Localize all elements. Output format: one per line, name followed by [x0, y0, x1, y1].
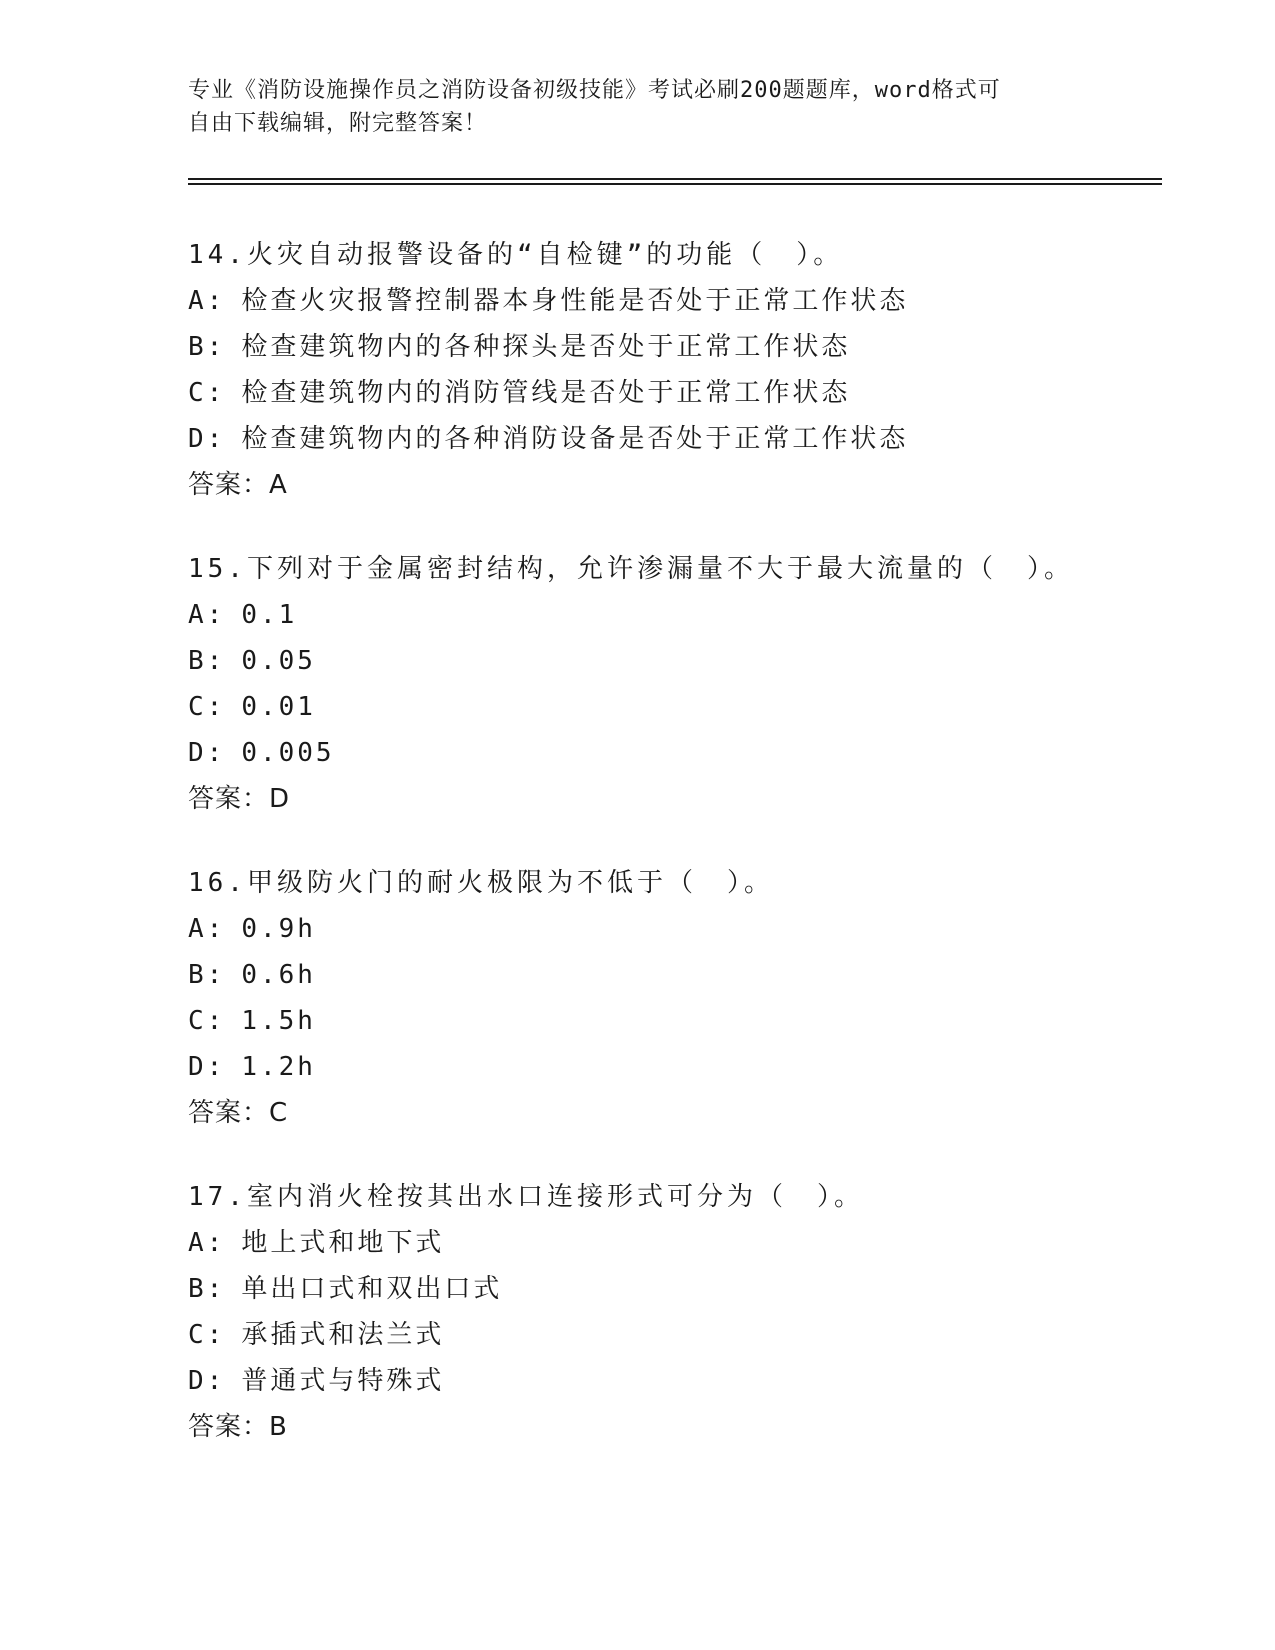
option-letter: C:	[188, 692, 226, 722]
option-a	[188, 592, 1148, 638]
option-a	[188, 278, 1148, 324]
option-text: 检查建筑物内的各种探头是否处于正常工作状态	[241, 332, 851, 362]
option-a	[188, 1220, 1148, 1266]
option-letter: A:	[188, 600, 226, 630]
option-text: 0.6h	[241, 960, 316, 990]
option-b	[188, 638, 1148, 684]
option-letter: A:	[188, 1228, 226, 1258]
option-letter: B:	[188, 1274, 226, 1304]
option-a	[188, 906, 1148, 952]
answer-line: 答案：D	[188, 784, 291, 814]
header-line-2: 自由下载编辑，附完整答案！	[188, 111, 488, 136]
option-b	[188, 1266, 1148, 1312]
question-stem: 17.室内消火栓按其出水口连接形式可分为（ ）。	[188, 1182, 864, 1212]
option-d	[188, 1358, 1148, 1404]
question-stem: 14.火灾自动报警设备的“自检键”的功能（ ）。	[188, 240, 844, 270]
option-letter: A:	[188, 914, 226, 944]
question-stem: 15.下列对于金属密封结构，允许渗漏量不大于最大流量的（ ）。	[188, 554, 1074, 584]
option-c	[188, 998, 1148, 1044]
question-14	[188, 232, 1148, 508]
answer-line: 答案：A	[188, 470, 288, 500]
option-letter: C:	[188, 378, 226, 408]
option-letter: C:	[188, 1006, 226, 1036]
answer-line: 答案：C	[188, 1098, 289, 1128]
option-text: 0.1	[241, 600, 298, 630]
option-text: 单出口式和双出口式	[241, 1274, 503, 1304]
header-line-1: 专业《消防设施操作员之消防设备初级技能》考试必刷200题题库，word格式可	[188, 78, 1001, 103]
option-letter: C:	[188, 1320, 226, 1350]
option-b	[188, 952, 1148, 998]
question-16	[188, 860, 1148, 1136]
option-c	[188, 1312, 1148, 1358]
option-text: 检查火灾报警控制器本身性能是否处于正常工作状态	[241, 286, 909, 316]
question-15	[188, 546, 1148, 822]
option-text: 0.9h	[241, 914, 316, 944]
option-letter: B:	[188, 332, 226, 362]
option-text: 1.5h	[241, 1006, 316, 1036]
option-text: 承插式和法兰式	[241, 1320, 445, 1350]
option-letter: D:	[188, 1052, 226, 1082]
option-text: 0.01	[241, 692, 316, 722]
option-text: 普通式与特殊式	[241, 1366, 445, 1396]
option-letter: A:	[188, 286, 226, 316]
option-text: 0.005	[241, 738, 335, 768]
option-d	[188, 416, 1148, 462]
option-letter: B:	[188, 646, 226, 676]
option-b	[188, 324, 1148, 370]
option-c	[188, 370, 1148, 416]
question-17	[188, 1174, 1148, 1450]
option-text: 地上式和地下式	[241, 1228, 445, 1258]
option-text: 1.2h	[241, 1052, 316, 1082]
option-letter: D:	[188, 738, 226, 768]
option-text: 0.05	[241, 646, 316, 676]
document-header	[188, 74, 1068, 140]
header-divider-top	[188, 178, 1162, 180]
option-text: 检查建筑物内的消防管线是否处于正常工作状态	[241, 378, 851, 408]
header-divider-bottom	[188, 183, 1162, 185]
question-stem: 16.甲级防火门的耐火极限为不低于（ ）。	[188, 868, 774, 898]
option-text: 检查建筑物内的各种消防设备是否处于正常工作状态	[241, 424, 909, 454]
option-letter: D:	[188, 1366, 226, 1396]
option-c	[188, 684, 1148, 730]
option-letter: B:	[188, 960, 226, 990]
option-letter: D:	[188, 424, 226, 454]
answer-line: 答案：B	[188, 1412, 288, 1442]
option-d	[188, 730, 1148, 776]
option-d	[188, 1044, 1148, 1090]
